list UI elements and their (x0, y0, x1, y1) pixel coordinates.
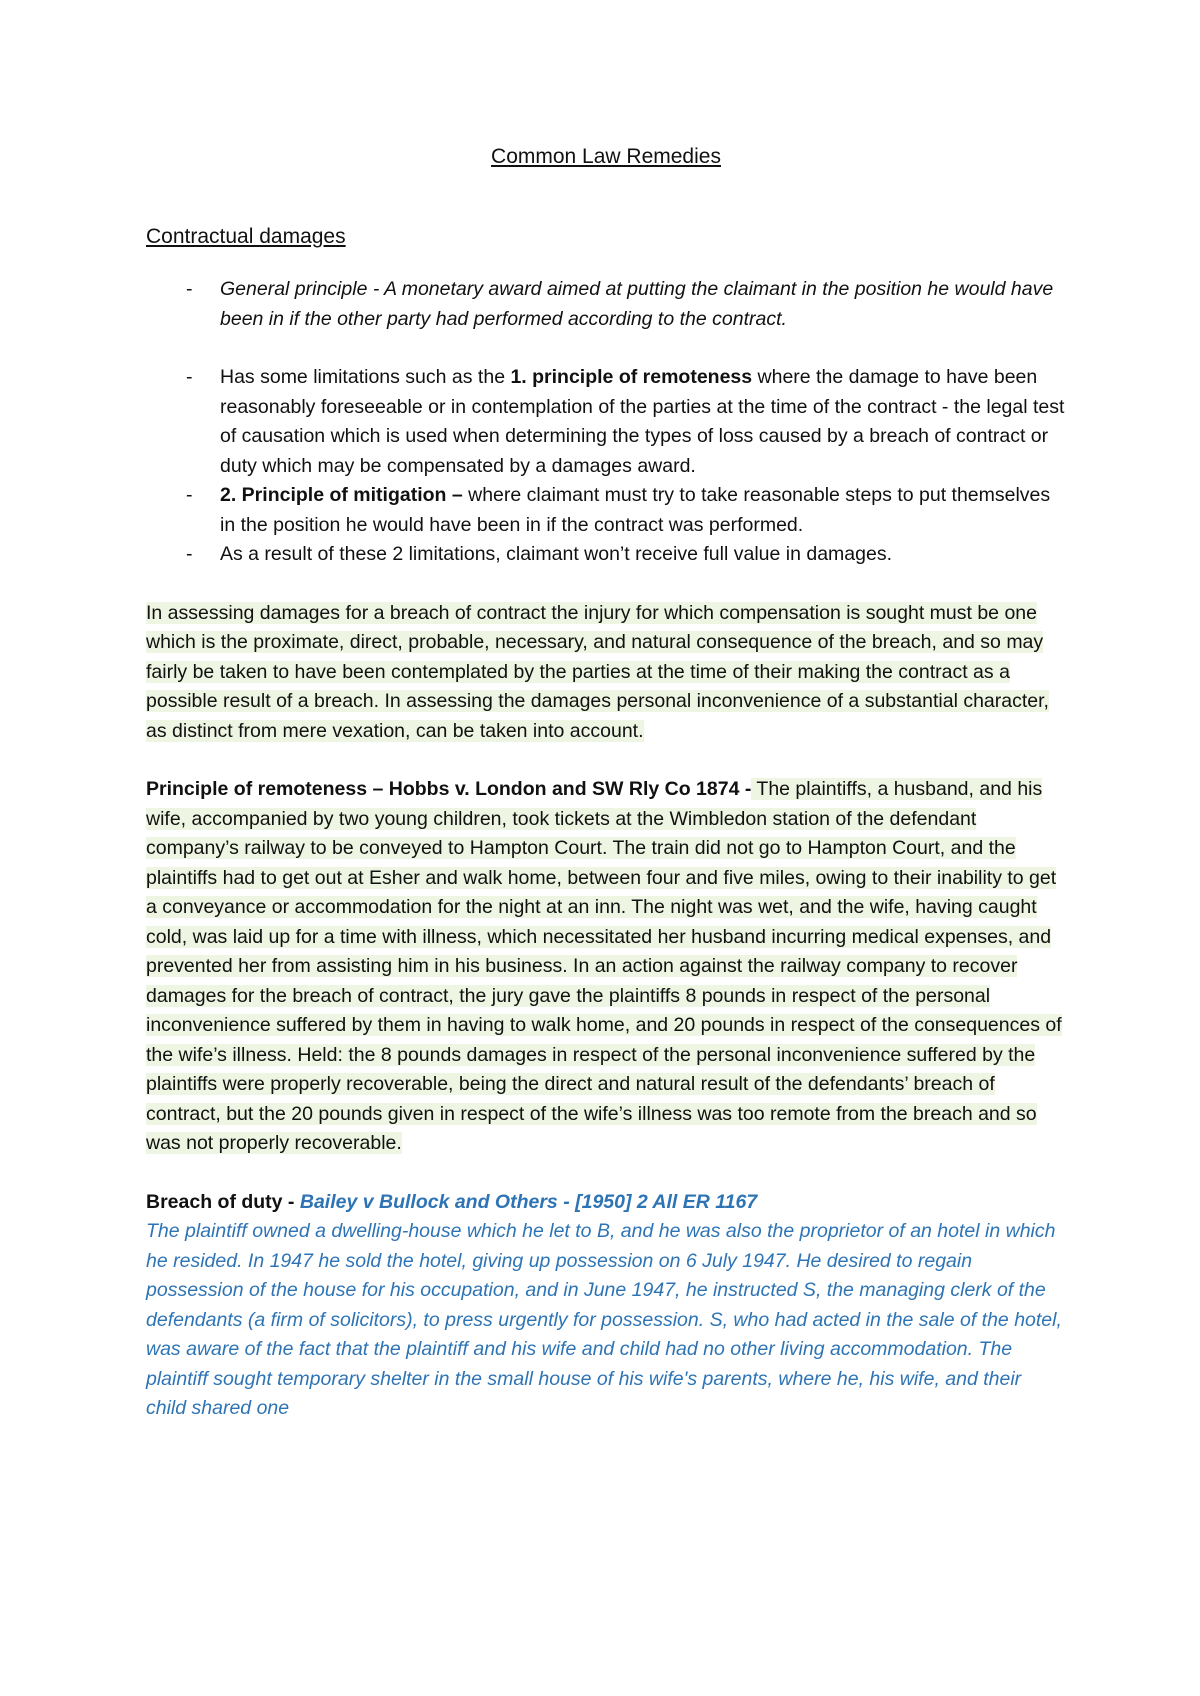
list-item (146, 481, 1066, 540)
result-text: As a result of these 2 limitations, claimant won’t receive full value in damages. (220, 543, 892, 565)
bailey-case-paragraph (146, 1188, 1066, 1424)
page-title: Common Law Remedies (491, 145, 721, 168)
document-body (146, 142, 1066, 1424)
bullet-dash: - (186, 366, 193, 388)
bailey-case-text: The plaintiff owned a dwelling-house which he let to B, and he was also the proprietor of an hotel in which he resided. In 1947 he sold the hotel, giving up possession on 6 July 1947. He desired to regain possession of the house for his occupation, and in June 1947, he instructed S, the managing clerk of the defendants (a firm of solicitors), to press urgently for possession. S, who had acted in the sale of the hotel, was aware of the fact that the plaintiff and his wife and child had no other living accommodation. The plaintiff sought temporary shelter in the small house of his wife's parents, where he, his wife, and their child shared one (146, 1220, 1062, 1419)
section-heading-contractual-damages: Contractual damages (146, 224, 346, 248)
bailey-case-heading: Breach of duty - (146, 1190, 300, 1213)
list-item (146, 363, 1066, 481)
list-item (146, 275, 1066, 334)
mitigation-text: where claimant must try to take reasonable steps to put themselves in the position he would have been in if the contract was performed. (220, 484, 1051, 536)
limitations-text-pre: Has some limitations such as the (220, 366, 511, 388)
hobbs-case-paragraph (146, 775, 1066, 1159)
hobbs-case-text: The plaintiffs, a husband, and his wife, accompanied by two young children, took tickets at the Wimbledon station of the defendant company’s railway to be conveyed to Hampton Court. The train did not go to Hampton Court, and the plaintiffs had to get out at Esher and walk home, between four and five miles, owing to their inability to get a conveyance or accommodation for the night at an inn. The night was wet, and the wife, having caught cold, was laid up for a time with illness, which necessitated her husband incurring medical expenses, and prevented her from assisting him in his business. In an action against the railway company to recover damages for the breach of contract, the jury gave the plaintiffs 8 pounds in respect of the personal inconvenience suffered by them in having to walk home, and 20 pounds in respect of the consequences of the wife’s illness. Held: the 8 pounds damages in respect of the personal inconvenience suffered by the plaintiffs were properly recoverable, being the direct and natural result of the defendants’ breach of contract, but the 20 pounds given in respect of the wife’s illness was too remote from the breach and so was not properly recoverable. (146, 778, 1062, 1154)
limitations-text-post: where the damage to have been reasonably foreseeable or in contemplation of the parties at the time of the contract - the legal test of causation which is used when determining the types of loss caused by a breach of contract or duty which may be compensated by a damages award. (220, 366, 1065, 477)
assessing-damages-paragraph (146, 599, 1066, 747)
list-item (146, 540, 1066, 570)
remoteness-term: 1. principle of remoteness (510, 366, 753, 388)
mitigation-term: 2. Principle of mitigation – (220, 484, 463, 506)
bullet-dash: - (186, 484, 193, 506)
bullet-dash: - (186, 543, 193, 565)
general-principle-text: General principle - A monetary award aimed at putting the claimant in the position he would have been in if the other party had performed according to the contract. (220, 278, 1054, 330)
limitations-list (146, 275, 1066, 570)
bailey-case-citation: Bailey v Bullock and Others - [1950] 2 All ER 1167 (299, 1190, 758, 1213)
hobbs-case-heading: Principle of remoteness – Hobbs v. London and SW Rly Co 1874 - (146, 778, 752, 800)
highlighted-text: In assessing damages for a breach of contract the injury for which compensation is sought must be one which is the proximate, direct, probable, necessary, and natural consequence of the breach, and so may fairly be taken to have been contemplated by the parties at the time of their making the contract as a possible result of a breach. In assessing the damages personal inconvenience of a substantial character, as distinct from mere vexation, can be taken into account. (146, 601, 1049, 742)
bullet-dash: - (186, 278, 193, 300)
